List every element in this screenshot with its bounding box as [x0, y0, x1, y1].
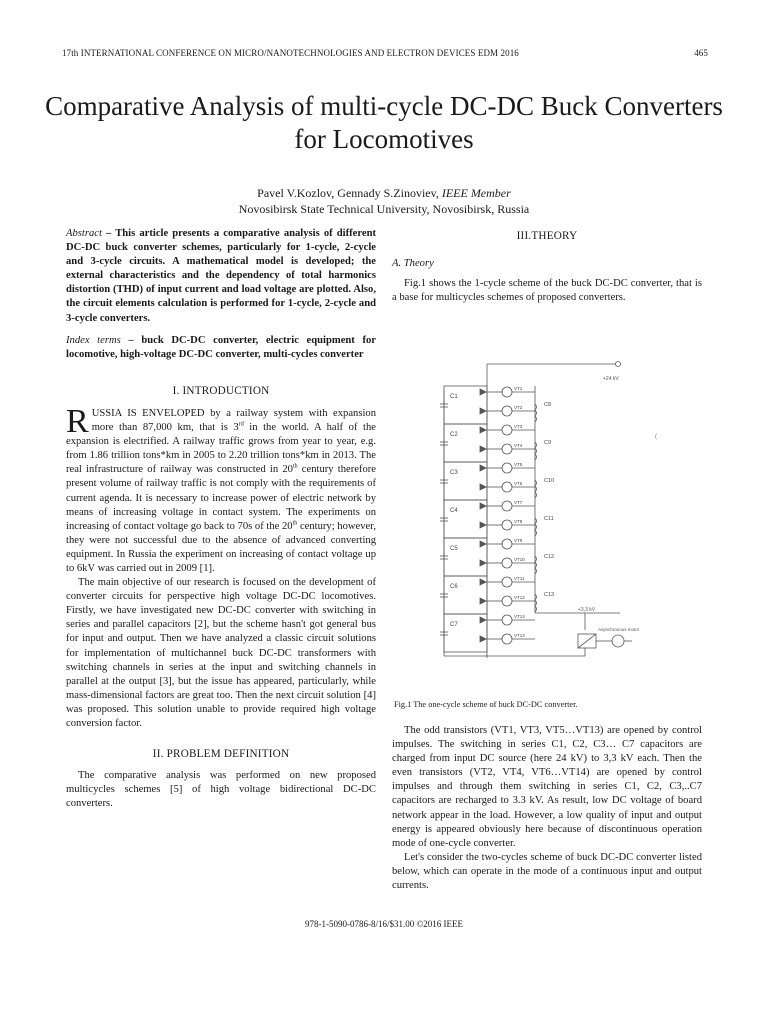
diode-symbol	[480, 484, 486, 490]
transistor-label: VT7	[514, 500, 523, 505]
circuit-segments	[440, 386, 554, 652]
diode-symbol	[480, 541, 486, 547]
index-terms-dash: –	[120, 334, 142, 346]
transistor-symbol	[502, 387, 512, 397]
transistor-symbol	[502, 558, 512, 568]
inverter-diagonal	[578, 634, 596, 648]
intro-text-c: century therefore present volume of railway traffic is not comply with the requirements of current agenda. It is necessary to increase power of electric network by means of increasing voltage in contact system. The experiments on increasing of contact voltage go back to 70s of the 20	[66, 464, 376, 532]
author-affiliation: Novosibirsk State Technical University, Novosibirsk, Russia	[238, 202, 530, 216]
capacitor-label: C11	[544, 516, 554, 522]
transistor-symbol	[502, 501, 512, 511]
capacitor-label: C6	[450, 584, 458, 590]
intro-text-d: century; however, they were not successful due to the absence of advanced converting equipment. In Russia the experiment on increasing of contact voltage up to 6kV was carried out in 2009 [1].	[66, 520, 376, 574]
capacitor-label: C1	[450, 394, 458, 400]
circuit-figure	[440, 358, 706, 690]
theory-paragraph-1: Fig.1 shows the 1-cycle scheme of the buck DC-DC converter, that is a base for multicycles schemes of proposed converters.	[392, 278, 702, 304]
subsection-heading: A. Theory	[392, 258, 434, 270]
transistor-label: VT12	[514, 595, 525, 600]
conference-name: 17th INTERNATIONAL CONFERENCE ON MICRO/NANOTECHNOLOGIES AND ELECTRON DEVICES EDM 2016	[62, 48, 519, 58]
abstract-label: Abstract	[66, 228, 102, 239]
transistor-label: VT4	[514, 443, 523, 448]
section-heading-introduction: I. INTRODUCTION	[172, 384, 270, 397]
superscript: th	[292, 520, 298, 527]
superscript: rd	[238, 421, 244, 428]
motor-symbol	[612, 635, 624, 647]
diode-symbol	[480, 465, 486, 471]
transistor-label: VT8	[514, 519, 523, 524]
transistor-symbol	[502, 520, 512, 530]
transistor-symbol	[502, 634, 512, 644]
author-names: Pavel V.Kozlov, Gennady S.Zinoviev,	[257, 186, 442, 200]
capacitor-label: C10	[544, 478, 555, 484]
transistor-label: VT6	[514, 481, 523, 486]
transistor-symbol	[502, 596, 512, 606]
diode-symbol	[480, 598, 486, 604]
diode-symbol	[480, 408, 486, 414]
abstract-dash: –	[101, 228, 116, 239]
index-terms-label: Index terms	[66, 334, 121, 346]
intro-paragraph-2: The main objective of our research is focused on the development of converter circuits for perspective high voltage DC-DC locomotives. Firstly, we have investigated new DC-DC converter with switching in series and parallel capacitors [2], but the scheme hasn't got general bus for input and output. Then we have analyzed a classic circuit solutions for implementation of multichannel buck DC-DC transformers with switching channels in series at the input and switching channels in parallel at the output [3], but the issue has appeared, particularly, while mass-dimensional factors are great too. Then the next circuit solution [4] was proposed. This solution unable to provide required high voltage conversion factor.	[66, 577, 376, 729]
paper-title: Comparative Analysis of multi-cycle DC-DC Buck Converters for Locomotives	[45, 91, 723, 154]
transistor-label: VT14	[514, 633, 525, 638]
superscript: th	[292, 463, 298, 470]
transistor-symbol	[502, 539, 512, 549]
section-heading-problem: II. PROBLEM DEFINITION	[152, 748, 290, 761]
transistor-label: VT2	[514, 405, 523, 410]
left-column	[66, 227, 376, 811]
page-number: 465	[694, 48, 708, 58]
right-column-top	[392, 229, 702, 305]
transistor-symbol	[502, 463, 512, 473]
figure-caption: Fig.1 The one-cycle scheme of buck DC-DC converter.	[394, 700, 578, 709]
transistor-symbol	[502, 615, 512, 625]
figure-mark: (	[655, 434, 657, 440]
diode-symbol	[480, 446, 486, 452]
transistor-symbol	[502, 577, 512, 587]
capacitor-label: C4	[450, 508, 458, 514]
transistor-symbol	[502, 425, 512, 435]
transistor-label: VT1	[514, 386, 523, 391]
input-terminal	[616, 362, 621, 367]
theory-paragraph-3: Let's consider the two-cycles scheme of buck DC-DC converter listed below, which can operate in the mode of a continuous input and output currents.	[392, 851, 702, 892]
intro-text-b: in the world. A half of the expansion is electrified. A railway traffic grows from year to year, e.g. from 1.86 trillion tons*km in 2005 to 2.20 trillion tons*km in 2013. The real infrastructure of railway was constructed in 20	[66, 422, 376, 476]
motor-label: Asynchronous motor	[598, 627, 640, 632]
page-footer: 978-1-5090-0786-8/16/$31.00 ©2016 IEEE	[304, 919, 464, 929]
author-membership: IEEE Member	[441, 186, 511, 200]
diode-symbol	[480, 389, 486, 395]
index-terms	[66, 334, 376, 362]
diode-symbol	[480, 427, 486, 433]
author-line	[40, 185, 728, 201]
transistor-label: VT13	[514, 614, 525, 619]
diode-symbol	[480, 503, 486, 509]
transistor-symbol	[502, 482, 512, 492]
theory-paragraph-2: The odd transistors (VT1, VT3, VT5…VT13) are opened by control impulses. The switching in series C1, C2, C3… C7 capacitors are charged from input DC source (here 24 kV) to 3,3 kV each. Then the even transistors (VT2, VT4, VT6…VT14) are opened by control impulses and through them switching in series C1, C2, C3,..C7 capacitors are recharged to 3.3 kV. As result, low DC voltage of board network appear in the load. However, a low quality of input and output energy is appeared obviously here because of discontinuous operation mode of one-cycle converter.	[392, 725, 702, 849]
abstract-text: This article presents a comparative analysis of different DC-DC buck converter schemes, particularly for 1-cycle, 2-cycle and 3-cycle circuits. A mathematical model is developed; the external characteristics and the dependency of total harmonics distortion (THD) of input current and load voltage are plotted. Also, the circuit elements calculation is performed for 1-cycle, 2-cycle and 3-cycle converters.	[66, 228, 376, 324]
diode-symbol	[480, 560, 486, 566]
transistor-symbol	[502, 406, 512, 416]
output-voltage-label: +3,3 kV	[578, 607, 596, 613]
index-terms-text: buck DC-DC converter, electric equipment for locomotive, high-voltage DC-DC converter, multi-cycles converter	[66, 334, 377, 360]
capacitor-label: C2	[450, 432, 458, 438]
capacitor-label: C12	[544, 554, 555, 560]
diode-symbol	[480, 636, 486, 642]
capacitor-label: C7	[450, 622, 458, 628]
transistor-symbol	[502, 444, 512, 454]
section-heading-theory: III.THEORY	[516, 230, 578, 242]
problem-paragraph: The comparative analysis was performed on new proposed multicycles schemes [5] of high voltage bidirectional DC-DC converters.	[66, 770, 376, 810]
diode-symbol	[480, 522, 486, 528]
running-header	[62, 48, 708, 58]
input-voltage-label: +24 kV	[603, 376, 619, 382]
transistor-label: VT11	[514, 576, 525, 581]
transistor-label: VT3	[514, 424, 523, 429]
transistor-label: VT5	[514, 462, 523, 467]
capacitor-label: C5	[450, 546, 458, 552]
capacitor-label: C8	[544, 402, 552, 408]
author-block	[40, 185, 728, 217]
intro-text-a: USSIA IS ENVELOPED by a railway system with expansion more than 87,000 km, that is 3	[91, 407, 376, 434]
intro-paragraph-1	[66, 402, 376, 576]
capacitor-label: C3	[450, 470, 458, 476]
capacitor-label: C9	[544, 440, 552, 446]
diode-symbol	[480, 579, 486, 585]
abstract	[66, 227, 376, 326]
right-column-bottom	[392, 724, 702, 893]
capacitor-label: C13	[544, 592, 555, 598]
diode-symbol	[480, 617, 486, 623]
dropcap: R	[66, 402, 89, 440]
transistor-label: VT10	[514, 557, 525, 562]
transistor-label: VT9	[514, 538, 523, 543]
